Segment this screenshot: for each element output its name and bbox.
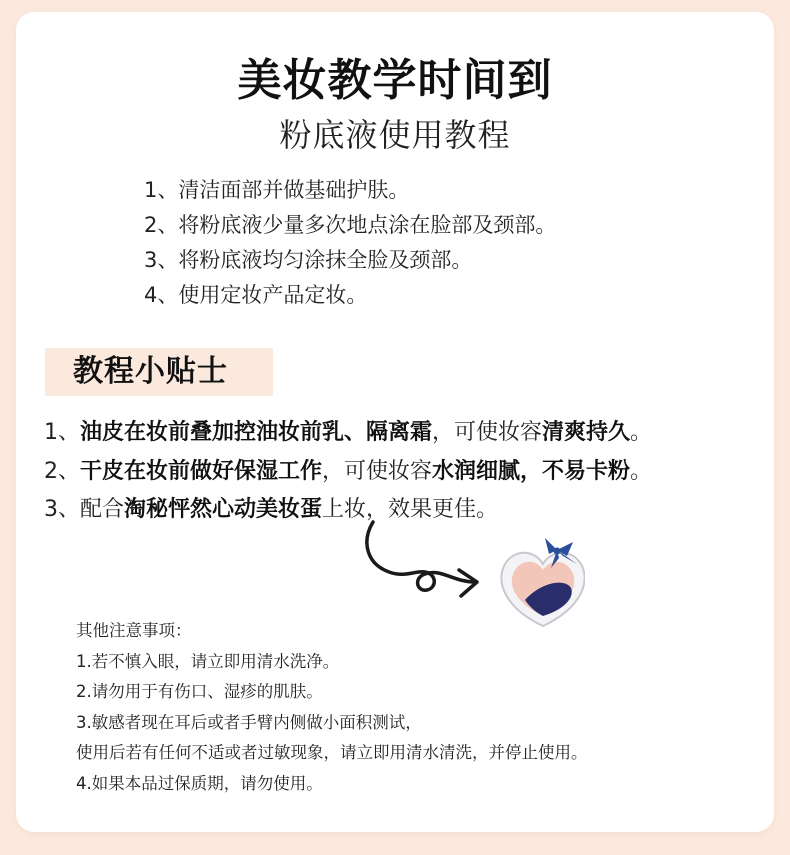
note-item: 4.如果本品过保质期，请勿使用。 bbox=[76, 773, 323, 793]
tip-item: 2、干皮在妆前做好保湿工作，可使妆容水润细腻，不易卡粉。 bbox=[44, 458, 653, 484]
note-item: 2.请勿用于有伤口、湿疹的肌肤。 bbox=[76, 682, 323, 701]
note-item: 使用后若有任何不适或者过敏现象，请立即用清水清洗，并停止使用。 bbox=[76, 743, 588, 762]
step-item: 1、清洁面部并做基础护肤。 bbox=[144, 178, 410, 202]
note-item: 3.敏感者现在耳后或者手臂内侧做小面积测试， bbox=[76, 712, 422, 732]
note-item: 1.若不慎入眼，请立即用清水洗净。 bbox=[76, 651, 340, 671]
product-illustration bbox=[345, 512, 585, 632]
beauty-sponge-in-heart-case bbox=[501, 553, 584, 626]
curly-arrow-icon bbox=[367, 522, 477, 596]
notes-heading: 其他注意事项： bbox=[76, 621, 192, 640]
step-list bbox=[144, 173, 556, 313]
step-item: 2、将粉底液少量多次地点涂在脸部及颈部。 bbox=[144, 213, 557, 237]
step-item: 3、将粉底液均匀涂抹全脸及颈部。 bbox=[144, 248, 473, 272]
page-subtitle: 粉底液使用教程 bbox=[279, 116, 511, 154]
notes-section bbox=[76, 616, 588, 799]
page-title: 美妆教学时间到 bbox=[237, 55, 553, 106]
step-item: 4、使用定妆产品定妆。 bbox=[144, 283, 368, 307]
tip-item: 1、油皮在妆前叠加控油妆前乳、隔离霜，可使妆容清爽持久。 bbox=[44, 420, 653, 445]
tip-item: 3、配合淘秘怦然心动美妆蛋上妆，效果更佳。 bbox=[44, 497, 499, 522]
tips-heading: 教程小贴士 bbox=[73, 354, 228, 389]
